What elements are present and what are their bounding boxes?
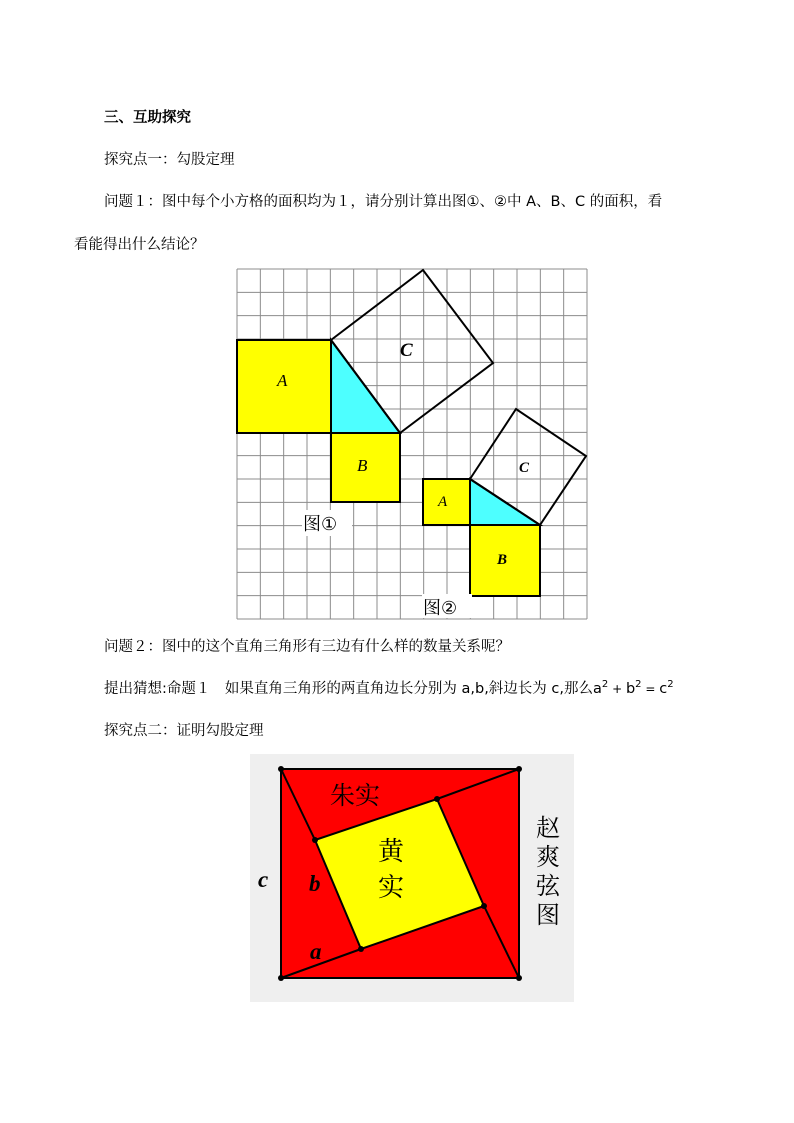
label-side-a: a [310,939,322,964]
label-b2: B [497,552,508,568]
label-c2: C [519,460,530,476]
var-c: c [659,681,668,697]
label-c1: C [400,340,413,361]
label-zhushi: 朱实 [330,781,381,810]
exploration-point-2: 探究点二：证明勾股定理 [104,723,264,739]
label-side-b: b [309,871,321,896]
var-b: b [625,681,636,697]
label-a1: A [277,371,288,390]
question-1-line-2: 看能得出什么结论？ [74,237,205,253]
label-huang: 黄 [378,837,405,867]
question-1-line-1: 问题１：图中每个小方格的面积均为１，请分别计算出图①、②中 A、B、C 的面积，看 [104,194,663,210]
title-char-2: 爽 [536,843,560,871]
caption-figure-1: 图① [303,514,338,535]
exp-a: 2 [601,679,609,690]
label-side-c: c [258,867,269,892]
equals-sign: = [641,682,660,696]
title-char-1: 赵 [536,814,560,842]
label-a2: A [438,494,448,510]
section-title: 三、互助探究 [104,110,191,126]
conjecture-text: 提出猜想:命题１ 如果直角三角形的两直角边长分别为 a,b,斜边长为 c,那么 [104,681,593,697]
var-a: a [593,681,602,697]
conjecture [104,679,674,699]
exploration-point-1: 探究点一：勾股定理 [104,152,235,168]
exp-c: 2 [667,679,674,690]
zhao-shuang-diagram [250,754,574,1002]
plus-sign: + [608,682,626,696]
exp-b: 2 [635,679,642,690]
title-char-4: 图 [536,901,560,929]
label-b1: B [357,456,368,475]
label-shi: 实 [378,873,405,903]
question-2: 问题２：图中的这个直角三角形有三边有什么样的数量关系呢？ [104,639,510,655]
caption-figure-2: 图② [423,598,458,619]
title-char-3: 弦 [536,872,560,900]
grid-figure [236,268,588,620]
